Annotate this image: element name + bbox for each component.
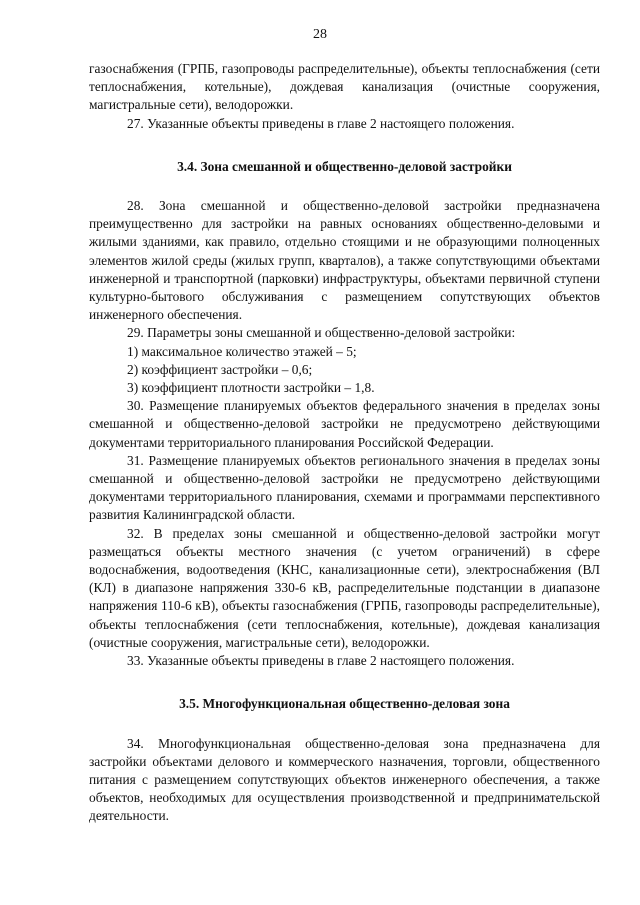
paragraph-31: 31. Размещение планируемых объектов регионального значения в пределах зоны смешанной и общественно-деловой застройки не предусмотрено действующими документами территориального планирования, схемами и программами перспективного развития Калининградской области. bbox=[89, 452, 600, 523]
paragraph-30: 30. Размещение планируемых объектов федерального значения в пределах зоны смешанной и общественно-деловой застройки не предусмотрено действующими документами территориального планирования Российской Федерации. bbox=[89, 398, 600, 450]
list-item-3: 3) коэффициент плотности застройки – 1,8. bbox=[127, 380, 375, 396]
section-heading-3-4: 3.4. Зона смешанной и общественно-деловой застройки bbox=[177, 158, 512, 174]
spacer bbox=[89, 133, 600, 158]
paragraph-33: 33. Указанные объекты приведены в главе 2 настоящего положения. bbox=[127, 653, 515, 669]
spacer bbox=[89, 714, 600, 735]
paragraph-32: 32. В пределах зоны смешанной и общественно-деловой застройки могут размещаться объекты местного значения (с учетом ограничений) в сфере водоснабжения, водоотведения (КНС, канализационные сети), электроснабжения (ВЛ (КЛ) в диапазоне напряжения 330-6 кВ, распределительные подстанции в диапазоне напряжения 110-6 кВ), объекты газоснабжения (ГРПБ, газопроводы распределительные), объекты теплоснабжения (сети теплоснабжения, котельные), дождевая канализация (очистные сооружения, магистральные сети), велодорожки. bbox=[89, 525, 600, 650]
page-number: 28 bbox=[313, 27, 327, 42]
spacer bbox=[89, 670, 600, 695]
list-item-1: 1) максимальное количество этажей – 5; bbox=[127, 343, 357, 359]
paragraph-28: 28. Зона смешанной и общественно-деловой застройки предназначена преимущественно для застройки на равных основаниях общественно-деловыми и жилыми зданиями, как правило, отдельно стоящими и не образующими полноценных элементов жилой среды (жилых групп, кварталов), а также сопутствующими объектами инженерной и транспортной (парковки) инфраструктуры, объектами первичной ступени культурно-бытового обслуживания с размещением сопутствующих объектов инженерного обеспечения. bbox=[89, 198, 600, 323]
paragraph-continuation: газоснабжения (ГРПБ, газопроводы распределительные), объекты теплоснабжения (сети теплоснабжения, котельные), дождевая канализация (очистные сооружения, магистральные сети), велодорожки. bbox=[89, 61, 600, 113]
paragraph-27: 27. Указанные объекты приведены в главе 2 настоящего положения. bbox=[127, 115, 515, 131]
section-heading-3-5: 3.5. Многофункциональная общественно-деловая зона bbox=[179, 696, 510, 712]
paragraph-29: 29. Параметры зоны смешанной и общественно-деловой застройки: bbox=[127, 325, 516, 341]
document-body bbox=[89, 60, 600, 826]
list-item-2: 2) коэффициент застройки – 0,6; bbox=[127, 361, 313, 377]
spacer bbox=[89, 176, 600, 197]
paragraph-34: 34. Многофункциональная общественно-деловая зона предназначена для застройки объектами делового и коммерческого назначения, торговли, общественного питания с размещением сопутствующих объектов инженерного обеспечения, а также объектов, необходимых для осуществления производственной и предпринимательской деятельности. bbox=[89, 735, 600, 824]
